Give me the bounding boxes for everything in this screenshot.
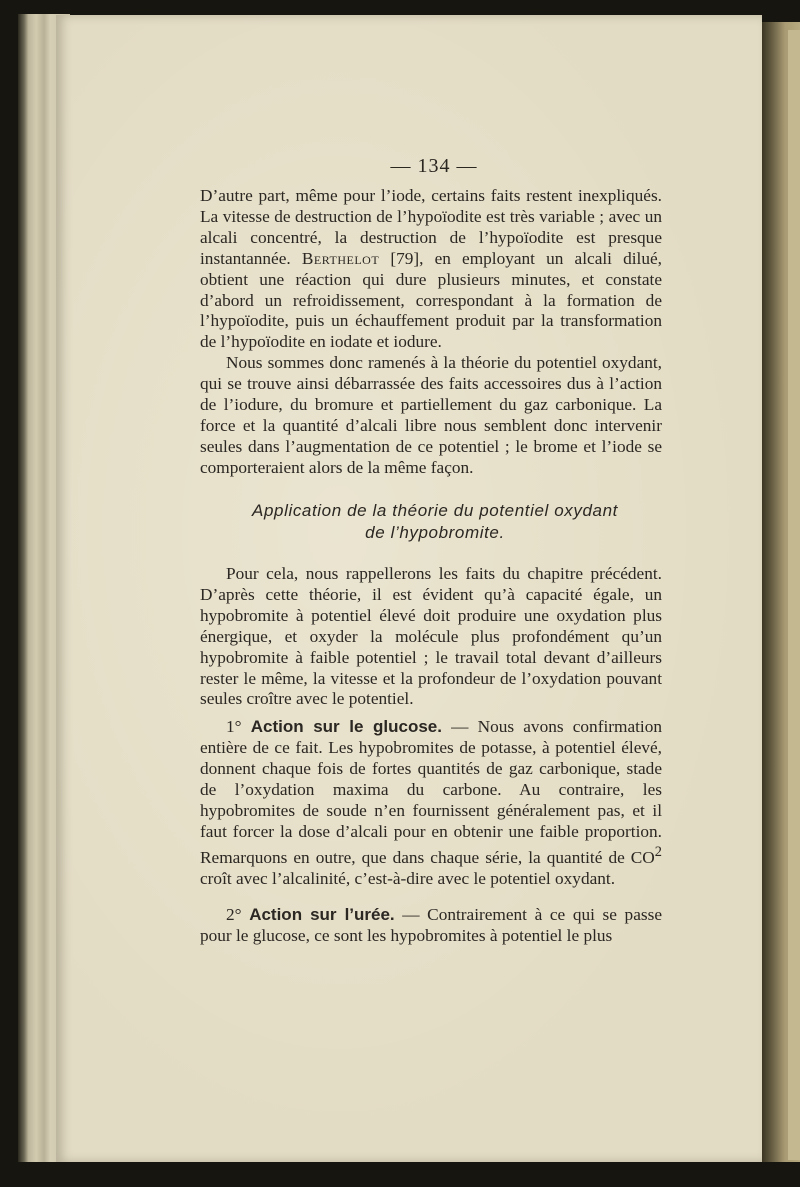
item-glucose: 1° Action sur le glucose. — Nous avons confirmation entière de ce fait. Les hypobromites de potasse, à potentiel élevé, donnent chaque fois de fortes quantités de gaz carbonique, stade de l’oxydation maxima du carbone. Au contraire, les hypobromites de soude n’en fournissent généralement pas, et il faut forcer la dose d’alcali pour en obtenir une faible proportion. Remarquons en outre, que dans chaque série, la quantité de $CO^2$ croît avec l’alcalinité, c’est-à-dire avec le potentiel oxydant. bbox=[200, 717, 663, 889]
paragraph-1: D’autre part, même pour l’iode, certains faits restent inexpliqués. La vitesse de destruction de l’hypoïodite est très variable ; avec un alcali concentré, la destruction de l’hypoïodite est presque instantannée. Berthelot [79], en employant un alcali dilué, obtient une réaction qui dure plusieurs minutes, et constate d’abord un refroidissement, correspondant à la formation de l’hypoïodite, puis un échauffement produit par la transformation de l’hypoïodite en iodate et iodure. bbox=[200, 186, 662, 352]
item-1-number: 1° bbox=[226, 717, 242, 736]
superscript-2: 2 bbox=[654, 844, 662, 861]
paragraph-3: Pour cela, nous rappellerons les faits du chapitre précédent. D’après cette théorie, il est évident qu’à capacité égale, un hypobromite à potentiel élevé doit produire une oxydation plus énergique, et oxyder la molécule plus profondément qu’un hypobromite à faible potentiel ; le travail total devant d’ailleurs rester le même, la vitesse et la profondeur de l’oxydation pouvant seules croître avec le potentiel. bbox=[200, 564, 662, 709]
section-heading-line-1: Application de la théorie du potentiel oxydant bbox=[252, 501, 618, 520]
page-number: — 134 — bbox=[390, 155, 478, 177]
body-text-middle bbox=[200, 564, 662, 710]
item-2-heading: Action sur l’urée. bbox=[249, 905, 395, 924]
reference-number: [79] bbox=[390, 248, 420, 268]
section-heading bbox=[200, 500, 670, 544]
reference-author: Berthelot bbox=[301, 248, 380, 268]
section-heading-line-2: de l’hypobromite. bbox=[365, 523, 505, 542]
item-uree: 2° Action sur l’urée. — Contrairement à ce qui se passe pour le glucose, ce sont les hypobromites à potentiel le plus bbox=[200, 905, 662, 945]
item-1-heading: Action sur le glucose. bbox=[250, 717, 442, 736]
item-2-number: 2° bbox=[226, 905, 242, 924]
facing-page-edge bbox=[788, 30, 800, 1160]
body-text-top bbox=[200, 186, 662, 479]
paragraph-2: Nous sommes donc ramenés à la théorie du potentiel oxydant, qui se trouve ainsi débarrassée des faits accessoires dus à l’action de l’iodure, du bromure et partiellement du gaz carbonique. La force et la quantité d’alcali libre nous semblent donc intervenir seules dans l’augmentation de ce potentiel ; le brome et l’iode se comporteraient alors de la même façon. bbox=[200, 353, 662, 477]
